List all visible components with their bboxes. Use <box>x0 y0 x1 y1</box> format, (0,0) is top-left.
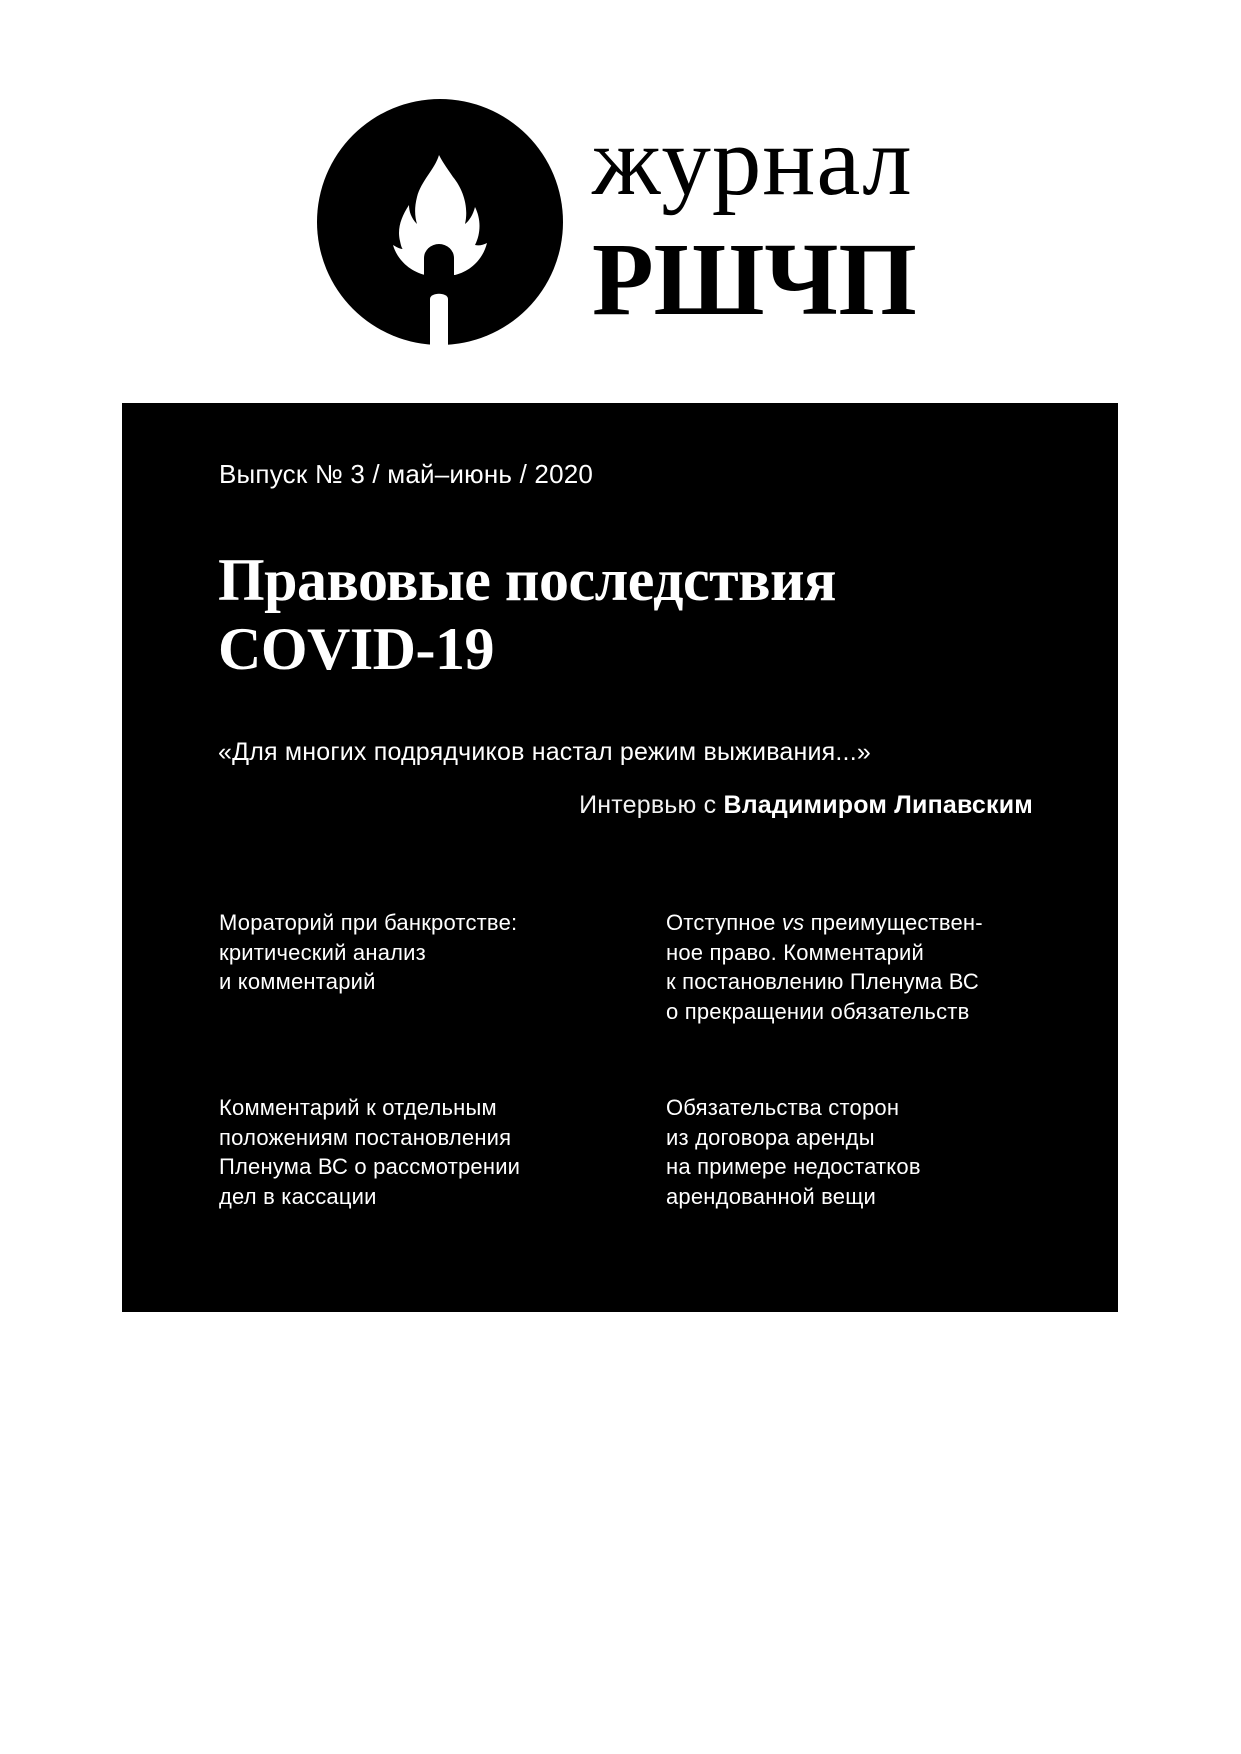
article-text: преимуществен- <box>804 910 983 935</box>
article-line: ное право. Комментарий <box>666 939 924 965</box>
article-line: дел в кассации <box>219 1183 377 1209</box>
journal-logo <box>0 0 1241 360</box>
interview-quote: «Для многих подрядчиков настал режим выживания...» <box>218 738 871 766</box>
article-teaser <box>219 908 619 997</box>
article-teaser <box>666 1093 1066 1211</box>
issue-title-line-1: Правовые последствия <box>218 547 837 613</box>
article-line: на примере недостатков <box>666 1154 921 1179</box>
article-teaser <box>219 1093 619 1211</box>
article-line: арендованной вещи <box>666 1183 877 1209</box>
interview-person: Владимиром Липавским <box>723 791 1033 819</box>
interview-credit <box>579 791 1033 820</box>
issue-separator: / <box>512 459 535 489</box>
article-teaser <box>666 908 1066 1026</box>
article-text-vs: vs <box>781 910 805 935</box>
article-line: к постановлению Пленума ВС <box>666 969 979 994</box>
issue-title <box>218 546 836 684</box>
article-line: Пленума ВС о рассмотрении <box>219 1154 521 1179</box>
article-line <box>666 908 1066 938</box>
interview-prefix: Интервью с <box>579 791 724 819</box>
issue-number: Выпуск № 3 <box>219 459 365 489</box>
burning-match-icon <box>317 99 563 345</box>
logo-word-journal: журнал <box>592 107 913 216</box>
article-line: Мораторий при банкротстве: <box>219 910 518 935</box>
issue-separator: / <box>365 459 388 489</box>
article-line: из договора аренды <box>666 1124 875 1150</box>
article-line: критический анализ <box>219 939 426 965</box>
issue-period: май–июнь <box>387 459 513 489</box>
issue-title-line-2: COVID-19 <box>218 616 494 682</box>
article-line: Комментарий к отдельным <box>219 1095 497 1120</box>
article-text: Отступное <box>666 910 782 935</box>
cover-panel <box>122 403 1118 1312</box>
article-line: и комментарий <box>219 969 376 994</box>
article-line: Обязательства сторон <box>666 1095 900 1120</box>
logo-word-rshchp: РШЧП <box>592 222 917 337</box>
issue-year: 2020 <box>534 459 594 489</box>
article-line: о прекращении обязательств <box>666 998 970 1024</box>
issue-info <box>219 459 593 490</box>
article-line: положениям постановления <box>219 1124 512 1150</box>
